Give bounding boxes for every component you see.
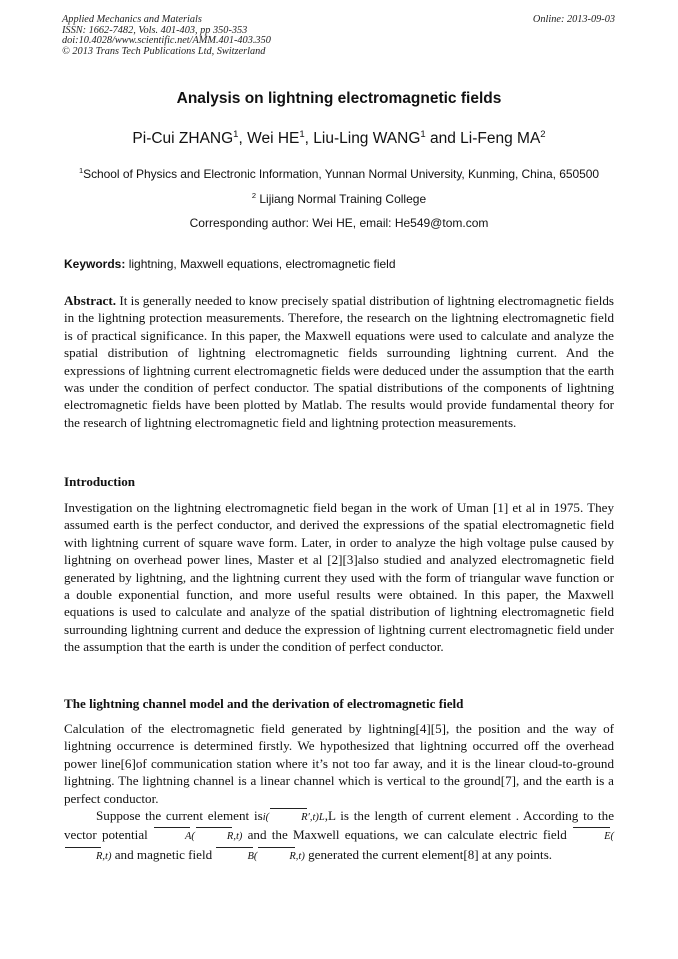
journal-name: Applied Mechanics and Materials xyxy=(62,14,202,25)
text-run: generated the current element[8] at any points. xyxy=(304,846,553,862)
introduction-body xyxy=(64,499,614,656)
author-name: Liu-Ling WANG xyxy=(313,130,421,147)
formula-magnetic-field: B( R,t) xyxy=(215,851,304,862)
author-name: Li-Feng MA xyxy=(460,130,541,147)
affil-mark: 1 xyxy=(79,166,84,175)
journal-copyright: © 2013 Trans Tech Publications Ltd, Switzerland xyxy=(62,45,266,57)
affil-text: School of Physics and Electronic Information, Yunnan Normal University, Kunming, China, 650500 xyxy=(83,167,599,181)
author-affil-mark: 2 xyxy=(540,129,546,140)
affiliation-1 xyxy=(0,167,678,181)
section-heading-introduction: Introduction xyxy=(64,474,136,489)
author-affil-mark: 1 xyxy=(233,129,239,140)
author-affil-mark: 1 xyxy=(420,129,426,140)
paragraph: Investigation on the lightning electromagnetic field began in the work of Uman [1] et al in 1975. They assumed earth is the perfect conductor, and derived the expressions of the spatial electromagnetic field with lightning current of square wave form. Later, in order to analyze the high voltage pulse caused by lightning on overhead power lines, Master et al [2][3]also studied and analyzed electromagnetic field generated by lightning, and the lightning current they used with the form of triangular wave function or a double exponential function, and more useful results were obtained. In this paper, the Maxwell equations is used to calculate and analyze of the spatial distribution of lightning electromagnetic field surrounding lightning current and deduce the expression of lightning current electromagnetic field under the assumption that the earth is under the condition of perfect conductor. xyxy=(64,500,614,655)
corresponding-author: Corresponding author: Wei HE, email: He549@tom.com xyxy=(189,216,489,230)
section-heading-channel-model: The lightning channel model and the derivation of electromagnetic field xyxy=(64,696,464,711)
formula-vector-potential: A( R,t) xyxy=(153,831,242,842)
text-run: and magnetic field xyxy=(111,846,216,862)
affiliation-2 xyxy=(0,192,678,206)
channel-model-body xyxy=(64,720,614,865)
affil-text: Lijiang Normal Training College xyxy=(256,192,427,206)
author-affil-mark: 1 xyxy=(299,129,305,140)
abstract-text: It is generally needed to know precisely spatial distribution of lightning electromagnetic fields in the lightning protection measurements. Therefore, the research on the lightning electromagnetic field is of practical significance. In this paper, the Maxwell equations were used to calculate and analyze the spatial distribution of lightning electromagnetic fields surrounding lightning current. And the expressions of lightning current electromagnetic fields were deduced under the assumption that the earth was under the condition of perfect conductor. The spatial distributions of the components of lightning electromagnetic fields have been plotted by Matlab. The results would provide fundamental theory for the research of lightning electromagnetic field and lightning protection measurements. xyxy=(64,293,614,430)
author-separator: , xyxy=(238,130,248,147)
text-run: and the Maxwell equations, we can calculate electric field xyxy=(242,827,573,843)
journal-issn: ISSN: 1662-7482, Vols. 401-403, pp 350-353 xyxy=(62,24,248,36)
author-separator: , xyxy=(304,130,314,147)
affil-mark: 2 xyxy=(251,191,257,200)
text-run: ,L is the length of current element . According to the vector potential xyxy=(64,808,615,843)
paragraph xyxy=(64,807,614,865)
keywords xyxy=(64,257,396,271)
formula-current-element: i( R′,t)L xyxy=(263,812,325,823)
paper-title: Analysis on lightning electromagnetic fields xyxy=(176,90,502,107)
author-separator: and xyxy=(425,130,461,147)
abstract-label: Abstract. xyxy=(64,293,116,308)
text-run: Suppose the current element is xyxy=(96,808,263,824)
author-name: Wei HE xyxy=(247,130,300,147)
keywords-text: lightning, Maxwell equations, electromagnetic field xyxy=(125,257,396,271)
keywords-label: Keywords: xyxy=(64,257,126,271)
journal-doi: doi:10.4028/www.scientific.net/AMM.401-403.350 xyxy=(62,35,271,47)
online-date: Online: 2013-09-03 xyxy=(532,14,615,25)
author-name: Pi-Cui ZHANG xyxy=(132,130,234,147)
paragraph: Calculation of the electromagnetic field generated by lightning[4][5], the position and the way of lightning occurrence is determined firstly. We hypothesized that lightning occurred off the overhead power line[6]of communication station where it’s not too far away, and it is the linear cloud-to-ground lightning. The lightning channel is a linear channel which is vertical to the ground[7], and the earth is a perfect conductor. xyxy=(64,721,614,806)
author-list xyxy=(0,130,678,148)
abstract xyxy=(64,292,614,431)
formula-electric-field: E(R,t) xyxy=(64,831,614,861)
journal-info xyxy=(62,15,271,57)
